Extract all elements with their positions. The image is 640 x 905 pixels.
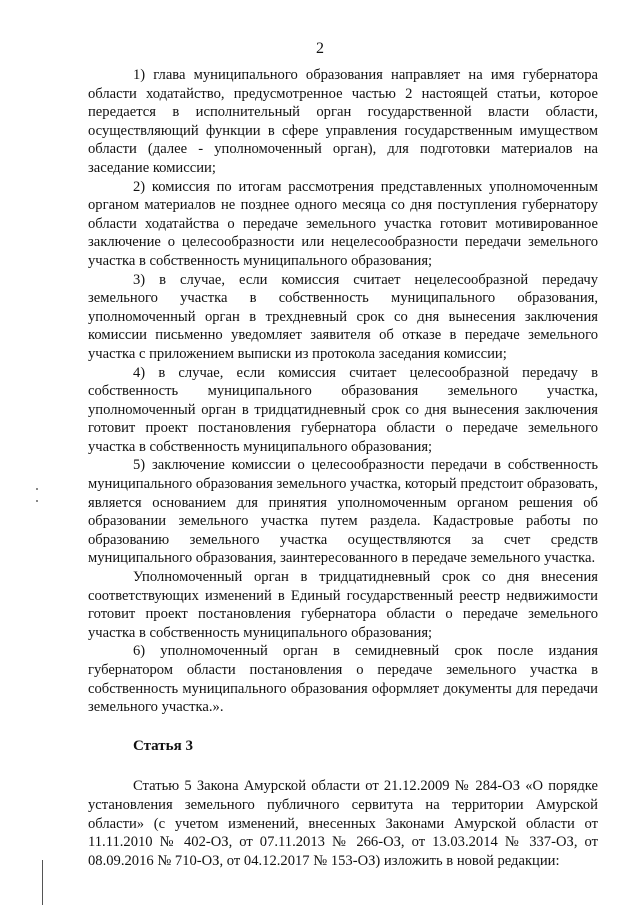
- paragraph-authorized-body: Уполномоченный орган в тридцатидневный срок со дня внесения соответствующих изменений в Единый государственный реестр недвижимости готовит проект постановления губернатора области о передаче земельного участка в собственность муниципального образования;: [88, 569, 598, 641]
- paragraph-item-5: 5) заключение комиссии о целесообразности передачи в собственность муниципального образования земельного участка, который предстоит образовать, является основанием для принятия уполномоченным органом решения об образовании земельного участка путем раздела. Кадастровые работы по образованию земельного участка осуществляются за счет средств муниципального образования, заинтересованного в передаче земельного участка.: [88, 457, 598, 567]
- paragraph-item-6: 6) уполномоченный орган в семидневный срок после издания губернатором области постановления о передаче земельного участка в собственность муниципального образования оформляет документы для передачи земельного участка.».: [88, 643, 598, 716]
- page-number: 2: [316, 40, 324, 57]
- paragraph-item-3: 3) в случае, если комиссия считает нецелесообразной передачу земельного участка в собственность муниципального образования, уполномоченный орган в трехдневный срок со дня вынесения заключения комиссии письменно уведомляет заявителя об отказе в передаче земельного участка с приложением выписки из протокола заседания комиссии;: [88, 271, 598, 362]
- article-heading: Статья 3: [133, 737, 193, 754]
- paragraph-article-3: Статью 5 Закона Амурской области от 21.12.2009 № 284-ОЗ «О порядке установления земельного публичного сервитута на территории Амурской области» (с учетом изменений, внесенных Законами Амурской области от 11.11.2010 № 402-ОЗ, от 07.11.2013 № 266-ОЗ, от 13.03.2014 № 337-ОЗ, от 08.09.2016 № 710-ОЗ, от 04.12.2017 № 153-ОЗ) изложить в новой редакции:: [88, 778, 598, 869]
- paragraph-item-1: 1) глава муниципального образования направляет на имя губернатора области ходатайство, предусмотренное частью 2 настоящей статьи, которое передается в исполнительный орган государственной власти области, осуществляющий функции в сфере управления государственным имуществом области (далее - уполномоченный орган), для подготовки материалов на заседание комиссии;: [88, 67, 598, 176]
- paragraph-item-4: 4) в случае, если комиссия считает целесообразной передачу в собственность муниципального образования земельного участка, уполномоченный орган в тридцатидневный срок со дня вынесения заключения готовит проект постановления губернатора области о передаче земельного участка в собственность муниципального образования;: [88, 364, 598, 455]
- scan-mark: [36, 500, 38, 502]
- scan-edge-line: [42, 860, 43, 905]
- document-body: [88, 66, 598, 870]
- paragraph-item-2: 2) комиссия по итогам рассмотрения представленных уполномоченным органом материалов не позднее одного месяца со дня поступления губернатору области ходатайства о передаче земельного участка готовит мотивированное заключение о целесообразности или нецелесообразности передачи земельного участка в собственность муниципального образования;: [88, 178, 598, 269]
- scan-mark: [36, 488, 38, 490]
